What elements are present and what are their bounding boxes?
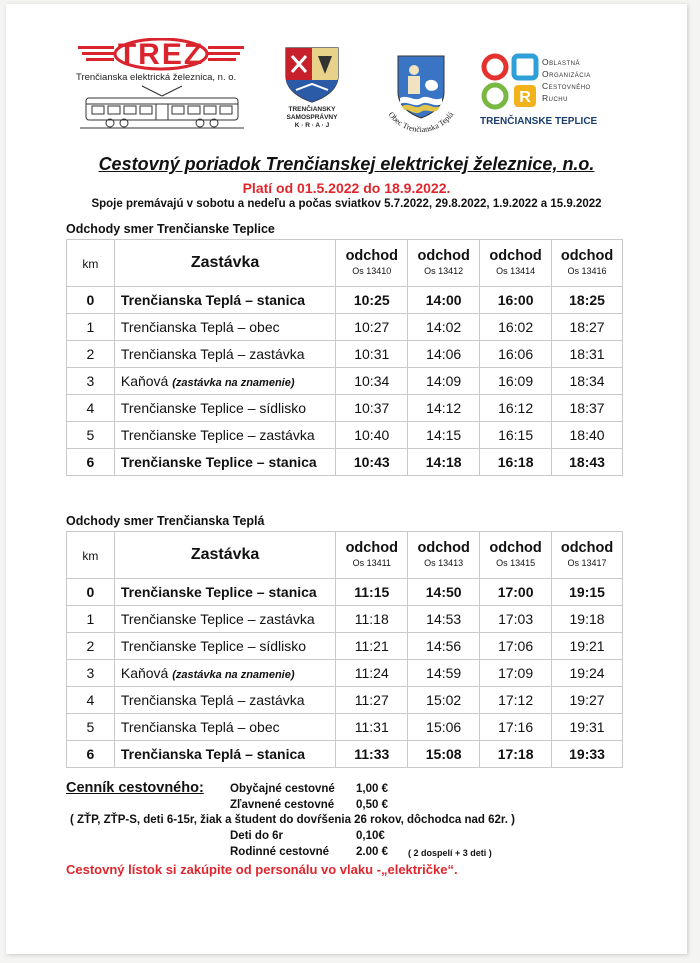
km-cell: 1 xyxy=(67,606,115,633)
family-fare-value: 2.00 € xyxy=(356,846,388,858)
time-cell: 17:00 xyxy=(480,579,552,606)
table-row xyxy=(67,687,623,714)
fare-title: Cenník cestovného: xyxy=(66,780,204,796)
stop-cell: Trenčianska Teplá – stanica xyxy=(114,741,335,768)
km-cell: 5 xyxy=(67,714,115,741)
time-cell: 14:00 xyxy=(408,287,480,314)
time-cell: 19:15 xyxy=(552,579,623,606)
departure-header: odchod Os 13414 xyxy=(480,240,552,287)
table-row xyxy=(67,579,623,606)
km-cell: 4 xyxy=(67,395,115,422)
time-cell: 16:06 xyxy=(480,341,552,368)
time-cell: 19:27 xyxy=(552,687,623,714)
stop-cell: Trenčianska Teplá – obec xyxy=(114,314,335,341)
odcr-letter-r: R xyxy=(519,89,531,106)
departure-header: odchod Os 13413 xyxy=(408,532,480,579)
stop-cell: Trenčianske Teplice – stanica xyxy=(114,449,335,476)
table-row xyxy=(67,341,623,368)
section-heading-to-teplice: Odchody smer Trenčianske Teplice xyxy=(66,222,275,236)
service-days-note: Spoje premávajú v sobotu a nedeľu a počas sviatkov 5.7.2022, 29.8.2022, 1.9.2022 a 15.9.2022 xyxy=(91,198,602,210)
table-row xyxy=(67,314,623,341)
departure-header: odchod Os 13416 xyxy=(552,240,623,287)
family-fare-label: Rodinné cestovné xyxy=(230,846,330,858)
logo-strip xyxy=(6,4,687,144)
stop-cell: Trenčianske Teplice – sídlisko xyxy=(114,395,335,422)
stop-note: (zastávka na znamenie) xyxy=(172,377,295,389)
stop-cell xyxy=(114,368,335,395)
table-row xyxy=(67,449,623,476)
time-cell: 10:34 xyxy=(336,368,408,395)
table-row xyxy=(67,741,623,768)
stop-cell: Trenčianske Teplice – sídlisko xyxy=(114,633,335,660)
trez-name: TREZ xyxy=(117,38,205,71)
time-cell: 14:02 xyxy=(408,314,480,341)
time-cell: 11:18 xyxy=(336,606,408,633)
page-title: Cestovný poriadok Trenčianskej elektrickej železnice, n.o. xyxy=(98,154,595,174)
child-fare-value: 0,10€ xyxy=(356,830,385,842)
stop-name: Kaňová xyxy=(120,373,169,389)
stop-cell: Trenčianska Teplá – zastávka xyxy=(114,687,335,714)
km-cell: 2 xyxy=(67,341,115,368)
region-shield-icon xyxy=(278,44,346,104)
time-cell: 19:31 xyxy=(552,714,623,741)
section-heading-to-tepla: Odchody smer Trenčianska Teplá xyxy=(66,514,265,528)
time-cell: 10:31 xyxy=(336,341,408,368)
departure-header: odchod Os 13417 xyxy=(552,532,623,579)
time-cell: 16:09 xyxy=(480,368,552,395)
time-cell: 16:02 xyxy=(480,314,552,341)
timetable-sheet xyxy=(6,4,687,954)
region-label-line1: TRENČIANSKY xyxy=(288,106,336,113)
stop-cell: Trenčianske Teplice – stanica xyxy=(114,579,335,606)
time-cell: 14:06 xyxy=(408,341,480,368)
time-cell: 14:59 xyxy=(408,660,480,687)
region-label-line3: K · R · A · J xyxy=(294,122,330,129)
tram-icon xyxy=(80,84,244,132)
departure-header: odchod Os 13412 xyxy=(408,240,480,287)
table-row xyxy=(67,422,623,449)
village-shield-icon xyxy=(374,48,468,144)
reduced-fare-value: 0,50 € xyxy=(356,799,388,811)
time-cell: 16:18 xyxy=(480,449,552,476)
timetable-to-teplice xyxy=(66,239,623,476)
time-cell: 18:34 xyxy=(552,368,623,395)
time-cell: 17:03 xyxy=(480,606,552,633)
km-cell: 4 xyxy=(67,687,115,714)
time-cell: 10:40 xyxy=(336,422,408,449)
reduced-fare-label: Zľavnené cestovné xyxy=(230,799,335,811)
time-cell: 14:56 xyxy=(408,633,480,660)
region-crest xyxy=(278,44,346,136)
table-row xyxy=(67,633,623,660)
time-cell: 11:15 xyxy=(336,579,408,606)
stop-cell: Trenčianska Teplá – stanica xyxy=(114,287,335,314)
time-cell: 10:43 xyxy=(336,449,408,476)
table-header xyxy=(67,532,623,579)
time-cell: 11:33 xyxy=(336,741,408,768)
table-row xyxy=(67,660,623,687)
odcr-mark-icon xyxy=(480,52,540,112)
time-cell: 11:21 xyxy=(336,633,408,660)
table-header xyxy=(67,240,623,287)
time-cell: 17:09 xyxy=(480,660,552,687)
time-cell: 10:25 xyxy=(336,287,408,314)
departure-header: odchod Os 13410 xyxy=(336,240,408,287)
region-label-line2: SAMOSPRÁVNY xyxy=(286,114,338,121)
odcr-city: TRENČIANSKE TEPLICE xyxy=(480,116,598,127)
village-crest xyxy=(374,48,468,144)
time-cell: 14:18 xyxy=(408,449,480,476)
regular-fare-label: Obyčajné cestovné xyxy=(230,783,335,795)
time-cell: 16:00 xyxy=(480,287,552,314)
time-cell: 15:06 xyxy=(408,714,480,741)
reduced-fare-note: ( ZŤP, ZŤP-S, deti 6-15r, žiak a študent do dovŕšenia 26 rokov, dôchodca nad 62r. ) xyxy=(70,814,515,826)
time-cell: 19:21 xyxy=(552,633,623,660)
stop-header: Zastávka xyxy=(114,532,335,579)
table-row xyxy=(67,287,623,314)
time-cell: 17:16 xyxy=(480,714,552,741)
fare-section xyxy=(66,780,626,890)
regular-fare-value: 1,00 € xyxy=(356,783,388,795)
km-cell: 6 xyxy=(67,741,115,768)
time-cell: 11:24 xyxy=(336,660,408,687)
odcr-logo xyxy=(480,52,620,132)
village-label: Obec Trenčianska Teplá xyxy=(386,110,456,135)
trez-logo xyxy=(76,38,246,134)
time-cell: 14:12 xyxy=(408,395,480,422)
time-cell: 11:31 xyxy=(336,714,408,741)
km-cell: 2 xyxy=(67,633,115,660)
km-cell: 0 xyxy=(67,287,115,314)
time-cell: 14:15 xyxy=(408,422,480,449)
time-cell: 10:27 xyxy=(336,314,408,341)
stop-cell xyxy=(114,660,335,687)
time-cell: 18:43 xyxy=(552,449,623,476)
table-row xyxy=(67,714,623,741)
stop-header: Zastávka xyxy=(114,240,335,287)
time-cell: 19:18 xyxy=(552,606,623,633)
odcr-line1: Oblastná xyxy=(542,57,580,67)
child-fare-label: Deti do 6r xyxy=(230,830,284,842)
km-cell: 0 xyxy=(67,579,115,606)
time-cell: 14:50 xyxy=(408,579,480,606)
km-cell: 3 xyxy=(67,368,115,395)
ticket-purchase-note: Cestovný lístok si zakúpite od personálu vo vlaku -„električke“. xyxy=(66,862,458,877)
time-cell: 17:06 xyxy=(480,633,552,660)
stop-name: Kaňová xyxy=(120,665,169,681)
km-cell: 5 xyxy=(67,422,115,449)
validity-period: Platí od 01.5.2022 do 18.9.2022. xyxy=(242,180,451,196)
table-row xyxy=(67,606,623,633)
time-cell: 18:40 xyxy=(552,422,623,449)
time-cell: 14:09 xyxy=(408,368,480,395)
departure-header: odchod Os 13415 xyxy=(480,532,552,579)
time-cell: 10:37 xyxy=(336,395,408,422)
time-cell: 18:37 xyxy=(552,395,623,422)
odcr-line2: Organizácia xyxy=(542,69,591,79)
stop-cell: Trenčianska Teplá – zastávka xyxy=(114,341,335,368)
stop-cell: Trenčianske Teplice – zastávka xyxy=(114,422,335,449)
km-cell: 1 xyxy=(67,314,115,341)
stop-cell: Trenčianske Teplice – zastávka xyxy=(114,606,335,633)
stop-cell: Trenčianska Teplá – obec xyxy=(114,714,335,741)
time-cell: 16:12 xyxy=(480,395,552,422)
time-cell: 19:33 xyxy=(552,741,623,768)
odcr-line4: Ruchu xyxy=(542,93,568,103)
timetable-to-tepla xyxy=(66,531,623,768)
km-header: km xyxy=(67,532,115,579)
time-cell: 15:02 xyxy=(408,687,480,714)
time-cell: 18:25 xyxy=(552,287,623,314)
time-cell: 15:08 xyxy=(408,741,480,768)
time-cell: 19:24 xyxy=(552,660,623,687)
km-cell: 6 xyxy=(67,449,115,476)
time-cell: 18:27 xyxy=(552,314,623,341)
odcr-name xyxy=(542,56,591,104)
time-cell: 17:12 xyxy=(480,687,552,714)
stop-note: (zastávka na znamenie) xyxy=(172,669,295,681)
trez-subtitle: Trenčianska elektrická železnica, n. o. xyxy=(76,72,237,83)
time-cell: 16:15 xyxy=(480,422,552,449)
time-cell: 11:27 xyxy=(336,687,408,714)
km-cell: 3 xyxy=(67,660,115,687)
time-cell: 17:18 xyxy=(480,741,552,768)
km-header: km xyxy=(67,240,115,287)
table-row xyxy=(67,368,623,395)
time-cell: 14:53 xyxy=(408,606,480,633)
table-row xyxy=(67,395,623,422)
family-fare-note: ( 2 dospelí + 3 deti ) xyxy=(408,848,492,858)
odcr-line3: Cestovného xyxy=(542,81,591,91)
time-cell: 18:31 xyxy=(552,341,623,368)
departure-header: odchod Os 13411 xyxy=(336,532,408,579)
trez-logo-word xyxy=(76,38,246,72)
